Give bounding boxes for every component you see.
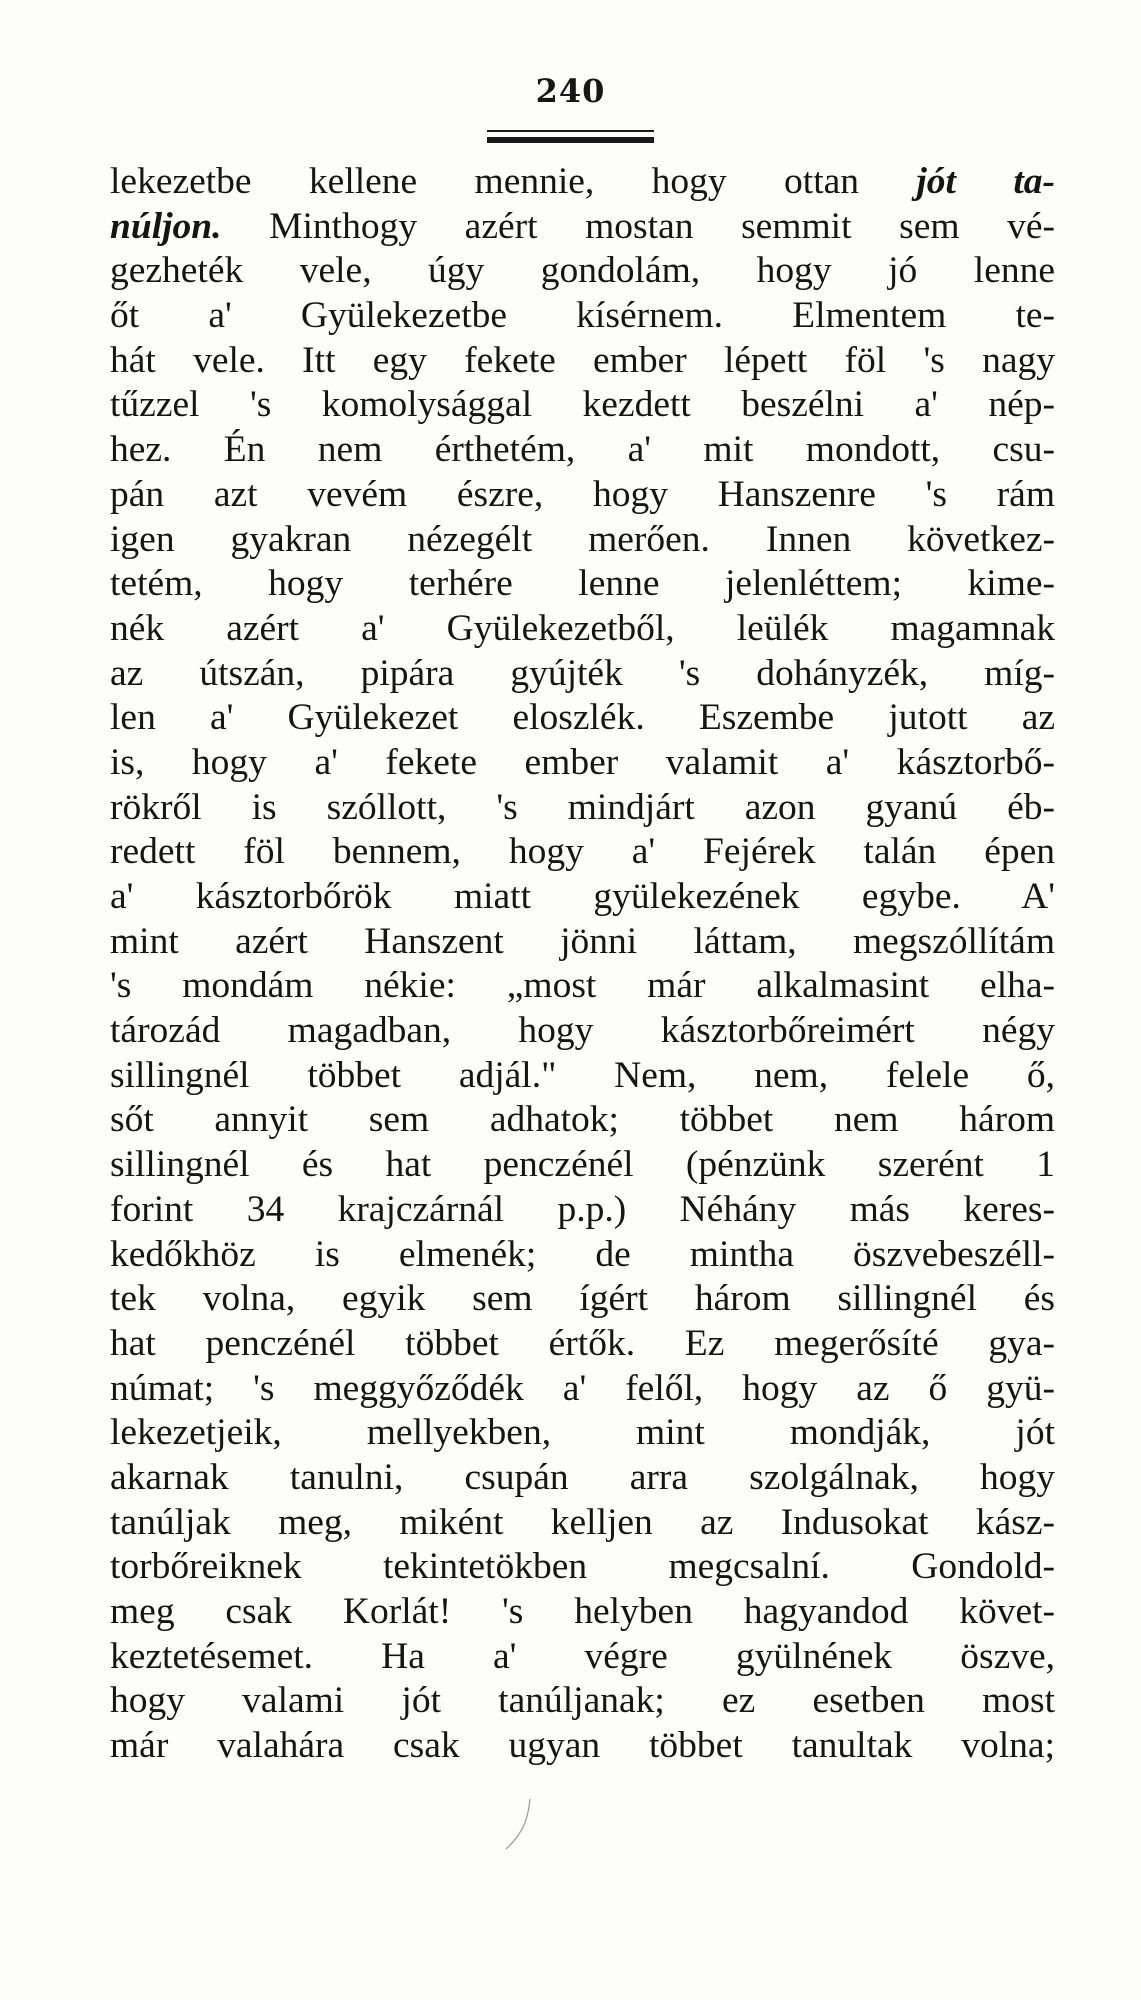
text-line-1-start: lekezetbe kellene mennie, hogy ottan	[110, 161, 917, 202]
page-number: 240	[535, 72, 606, 110]
text-line-30: akarnak tanulni, csupán arra szolgálnak, hogy	[110, 1456, 1055, 1498]
text-line-18: mint azért Hanszent jönni láttam, megszóllítám	[110, 920, 1055, 962]
text-line-34: keztetésemet. Ha a' végre gyülnének öszve,	[110, 1635, 1055, 1677]
body-text	[110, 160, 1055, 1769]
text-line-25: kedőkhöz is elmenék; de mintha öszvebeszéll-	[110, 1233, 1055, 1275]
text-line-17: a' kásztorbőrök miatt gyülekezének egybe. A'	[110, 876, 1055, 917]
text-line-9: igen gyakran nézegélt merően. Innen következ-	[110, 518, 1055, 560]
header-rule-thin	[487, 130, 654, 132]
text-line-35: hogy valami jót tanúljanak; ez esetben most	[110, 1680, 1055, 1722]
text-line-32: torbőreiknek tekintetökben megcsalní. Gondold-	[110, 1546, 1055, 1588]
text-line-19: 's mondám nékie: „most már alkalmasint elha-	[110, 965, 1055, 1007]
text-line-27: hat penczénél többet értők. Ez megerősíté gya-	[110, 1322, 1055, 1364]
header-rule-thick	[487, 137, 654, 143]
text-line-6: tűzzel 's komolysággal kezdett beszélni a' nép-	[110, 384, 1055, 426]
text-line-31: tanúljak meg, miként kelljen az Indusokat kász-	[110, 1501, 1055, 1543]
italic-phrase-tanuljon-end: núljon.	[110, 205, 222, 247]
text-line-16: redett föl bennem, hogy a' Fejérek talán épen	[110, 831, 1055, 873]
text-line-4: őt a' Gyülekezetbe kísérnem. Elmentem te-	[110, 295, 1055, 337]
text-line-8: pán azt vevém észre, hogy Hanszenre 's rám	[110, 473, 1055, 515]
text-line-24: forint 34 krajczárnál p.p.) Néhány más keres-	[110, 1188, 1055, 1230]
text-line-33: meg csak Korlát! 's helyben hagyandod követ-	[110, 1591, 1055, 1632]
text-line-2-rest: Minthogy azért mostan semmit sem vé-	[221, 205, 1055, 247]
text-line-15: rökről is szóllott, 's mindjárt azon gyanú éb-	[110, 786, 1055, 828]
text-line-10: tetém, hogy terhére lenne jelenléttem; kime-	[110, 563, 1055, 605]
italic-phrase-jot-tanuljon: jót ta-	[916, 161, 1055, 202]
text-line-14: is, hogy a' fekete ember valamit a' kásztorbő-	[110, 741, 1055, 783]
text-line-20: tározád magadban, hogy kásztorbőreimért négy	[110, 1010, 1055, 1052]
text-line-26: tek volna, egyik sem ígért három sillingnél és	[110, 1278, 1055, 1320]
text-line-12: az útszán, pipára gyújték 's dohányzék, míg-	[110, 652, 1055, 694]
text-line-1	[110, 160, 1055, 205]
text-line-7: hez. Én nem érthetém, a' mit mondott, csu-	[110, 429, 1055, 471]
text-line-21: sillingnél többet adjál." Nem, nem, felele ő,	[110, 1054, 1055, 1096]
text-line-11: nék azért a' Gyülekezetből, leülék magamnak	[110, 607, 1055, 649]
text-line-3: gezheték vele, úgy gondolám, hogy jó lenne	[110, 250, 1055, 292]
text-line-22: sőt annyit sem adhatok; többet nem három	[110, 1099, 1055, 1141]
text-line-5: hát vele. Itt egy fekete ember lépett föl 's nagy	[110, 339, 1055, 381]
ink-stray-mark	[500, 1795, 540, 1855]
text-line-28: númat; 's meggyőződék a' felől, hogy az ő gyü-	[110, 1367, 1055, 1409]
text-line-36: már valahára csak ugyan többet tanultak volna;	[110, 1725, 1055, 1767]
text-line-13: len a' Gyülekezet eloszlék. Eszembe jutott az	[110, 697, 1055, 739]
text-line-29: lekezetjeik, mellyekben, mint mondják, jót	[110, 1412, 1055, 1454]
header-double-rule	[487, 130, 654, 144]
text-line-2	[110, 205, 1055, 250]
text-line-23: sillingnél és hat penczénél (pénzünk szerént 1	[110, 1144, 1055, 1186]
